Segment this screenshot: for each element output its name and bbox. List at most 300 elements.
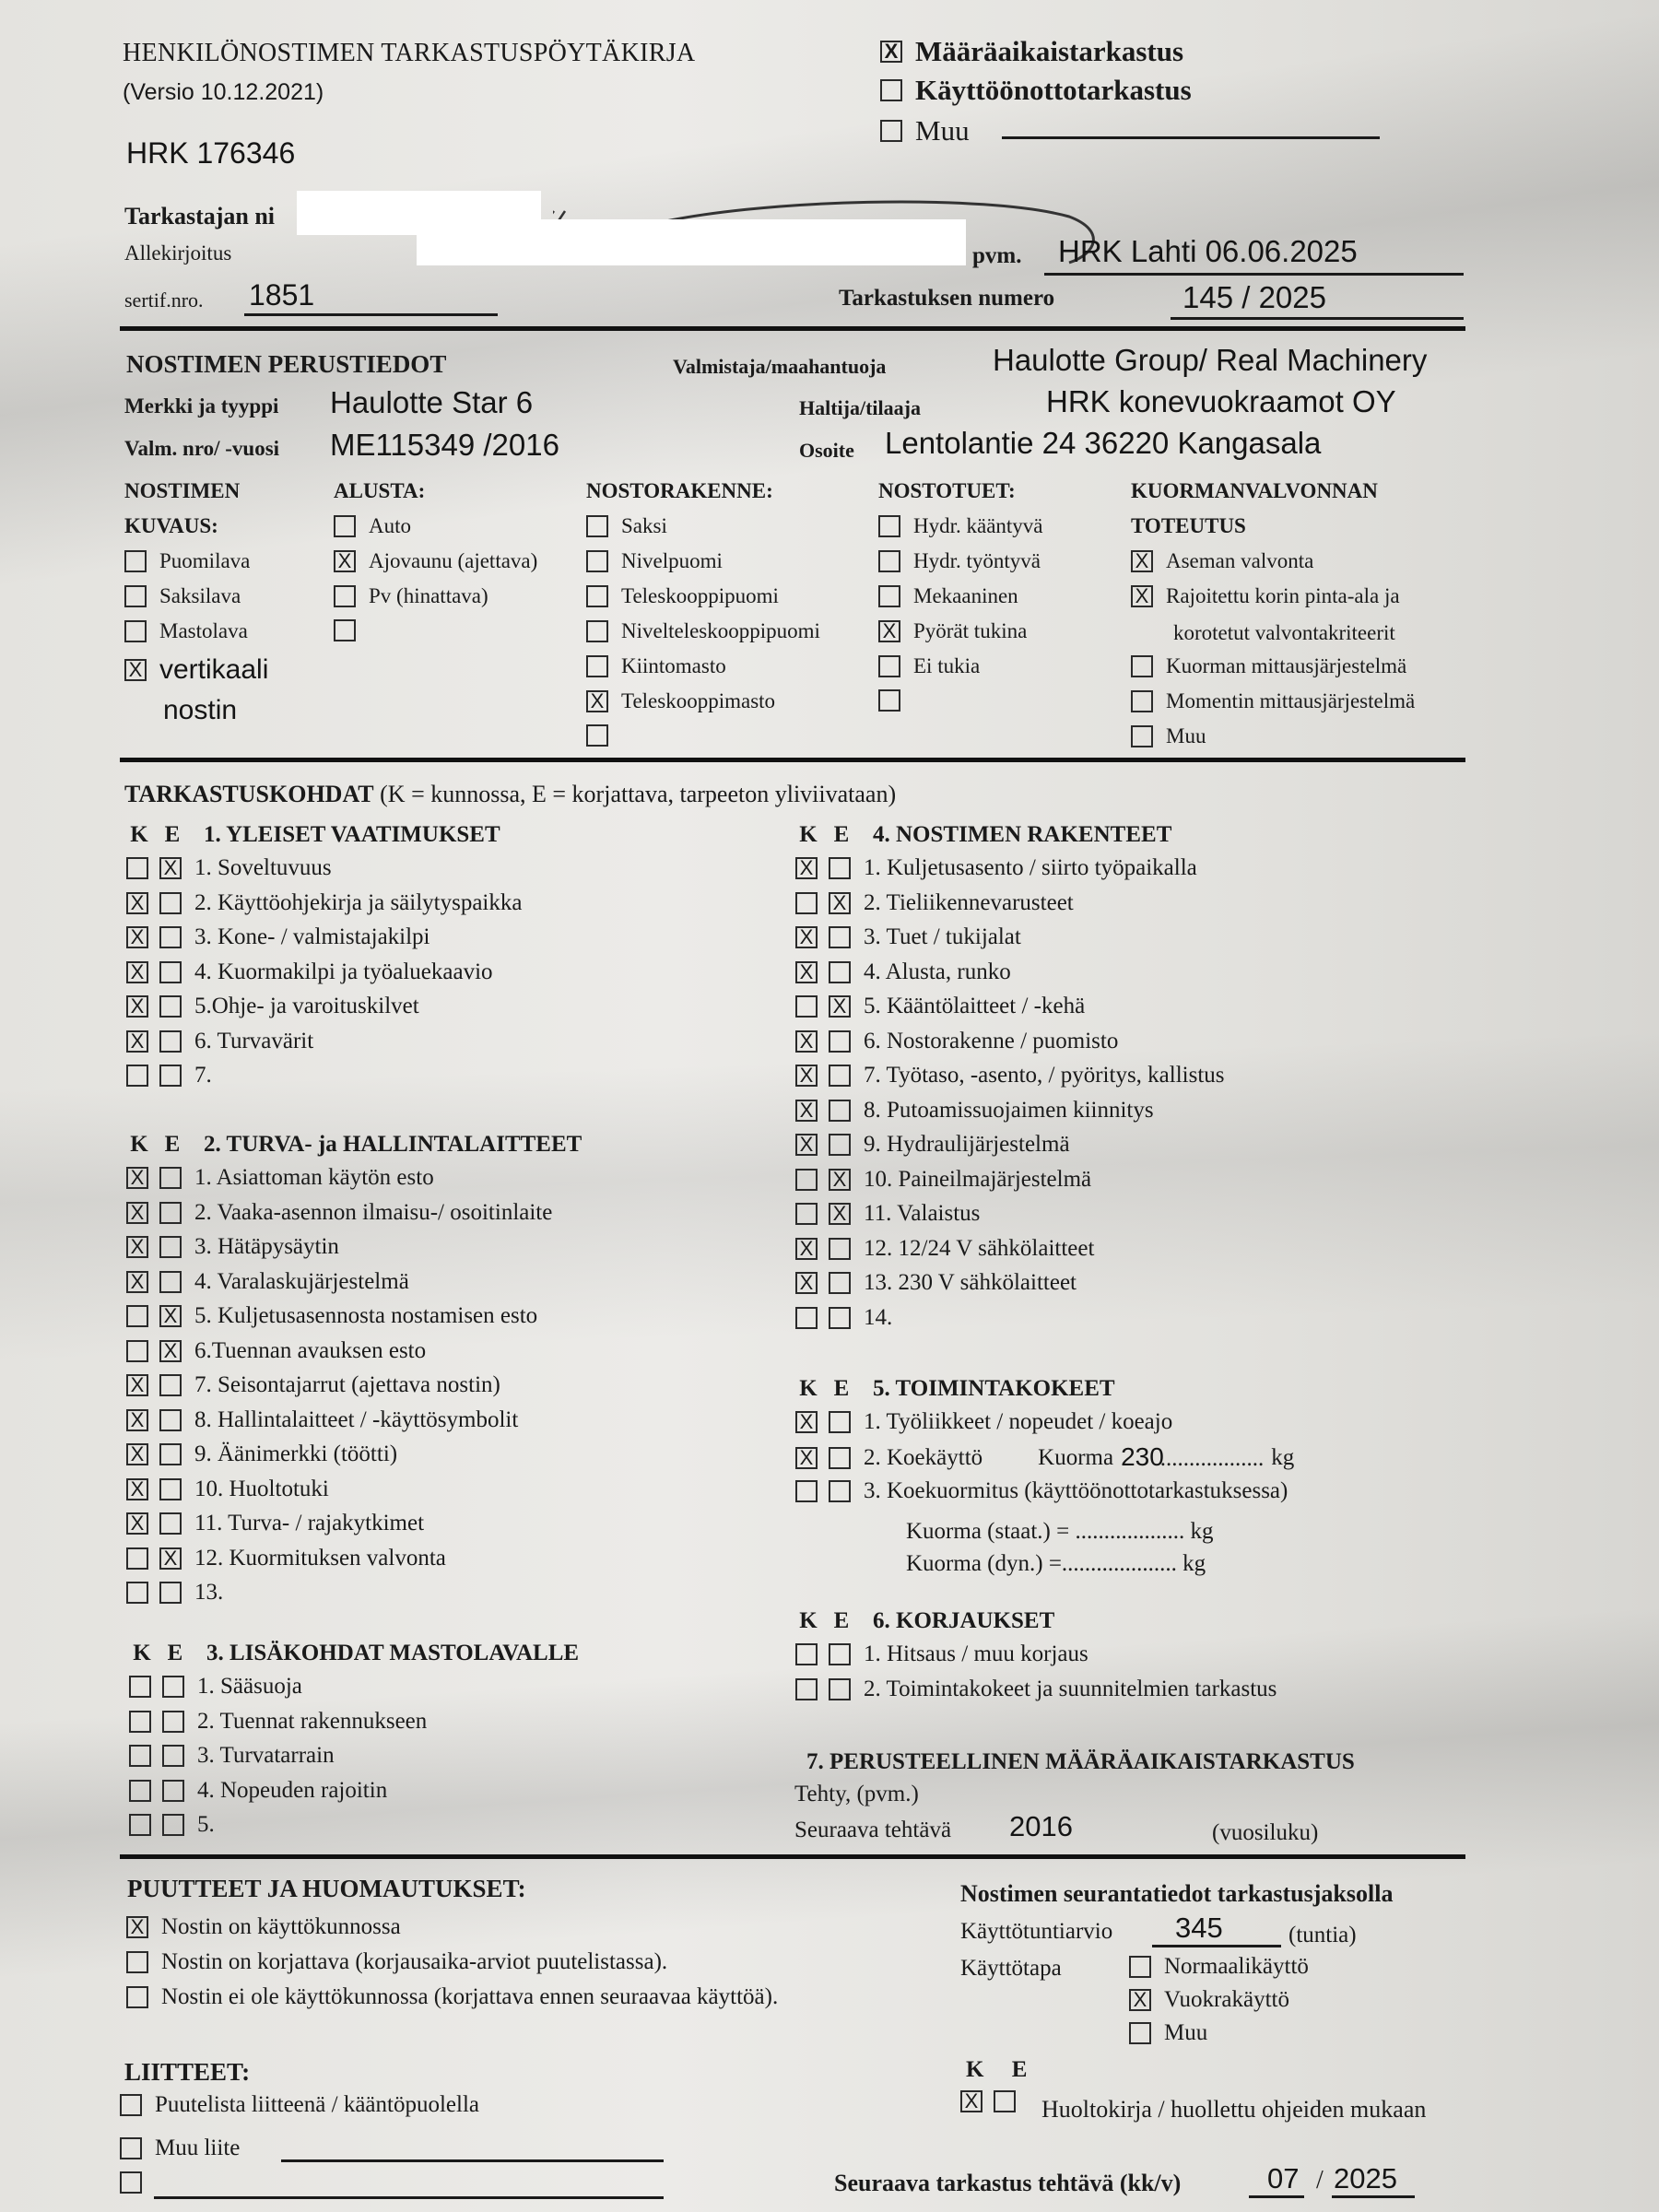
section-header	[792, 1376, 1115, 1403]
e-checkbox[interactable]	[829, 926, 851, 948]
k-checkbox[interactable]	[795, 1065, 818, 1087]
tracking-title: Nostimen seurantatiedot tarkastusjaksolla	[960, 1880, 1394, 1907]
k-checkbox[interactable]	[960, 2090, 982, 2112]
k-checkbox[interactable]	[795, 1480, 818, 1502]
k-checkbox[interactable]	[126, 1478, 148, 1500]
inspection-item	[795, 1677, 1277, 1703]
checkbox[interactable]	[334, 585, 356, 607]
inspection-item	[126, 1372, 500, 1399]
k-checkbox[interactable]	[126, 1271, 148, 1293]
inspection-item-label: 7.	[194, 1063, 212, 1088]
manufacturer-label: Valmistaja/maahantuoja	[673, 355, 887, 378]
e-checkbox[interactable]	[159, 995, 182, 1018]
remarks-title: PUUTTEET JA HUOMAUTUKSET:	[127, 1875, 526, 1902]
k-checkbox[interactable]	[126, 1443, 148, 1465]
inspection-type-periodic[interactable]	[880, 35, 1183, 68]
e-checkbox[interactable]	[829, 892, 851, 914]
k-checkbox[interactable]	[126, 1582, 148, 1604]
load-monitoring-option-label: Rajoitettu korin pinta-ala ja	[1166, 584, 1400, 607]
e-checkbox[interactable]	[159, 857, 182, 879]
address-value[interactable]: Lentolantie 24 36220 Kangasala	[885, 426, 1322, 460]
checkbox[interactable]	[878, 655, 900, 677]
inspection-item	[126, 1441, 397, 1468]
inspection-item	[795, 1478, 1288, 1505]
load-monitoring-option[interactable]	[1131, 584, 1400, 608]
e-checkbox[interactable]	[159, 1443, 182, 1465]
lift-type-option[interactable]	[124, 549, 250, 573]
inspection-item	[795, 1132, 1070, 1159]
supports-option[interactable]	[878, 619, 1027, 643]
checkbox[interactable]	[880, 120, 902, 142]
k-checkbox[interactable]	[126, 892, 148, 914]
e-checkbox[interactable]	[159, 1547, 182, 1570]
inspection-item	[795, 924, 1021, 951]
checkbox[interactable]	[126, 1986, 148, 2008]
attachment-option[interactable]	[120, 2092, 479, 2119]
inspection-item	[126, 1269, 409, 1296]
inspection-item-label: 3. Kone- / valmistajakilpi	[194, 924, 430, 949]
e-checkbox[interactable]	[159, 1582, 182, 1604]
inspection-item-label: 6. Turvavärit	[194, 1028, 314, 1053]
supports-option-label: Pyörät tukina	[913, 619, 1028, 642]
inspection-item	[126, 994, 419, 1020]
e-checkbox[interactable]	[162, 1711, 184, 1733]
next-inspection-month[interactable]: 07	[1267, 2162, 1300, 2194]
section-title: 4. NOSTIMEN RAKENTEET	[873, 822, 1172, 847]
chassis-option[interactable]	[334, 584, 488, 608]
inspection-item-label: 3. Hätäpysäytin	[194, 1234, 339, 1259]
inspection-item	[129, 1709, 427, 1735]
e-checkbox[interactable]	[829, 1411, 851, 1433]
inspection-item-label: 8. Hallintalaitteet / -käyttösymbolit	[194, 1406, 519, 1432]
k-column-label: K	[130, 1132, 148, 1157]
k-checkbox[interactable]	[126, 1202, 148, 1224]
e-checkbox[interactable]	[159, 892, 182, 914]
attachment-label: Puutelista liitteenä / kääntöpuolella	[155, 2092, 479, 2117]
checkbox[interactable]	[124, 585, 147, 607]
divider	[120, 326, 1465, 331]
owner-value[interactable]: HRK konevuokraamot OY	[1046, 384, 1396, 418]
chassis-option[interactable]	[334, 514, 411, 538]
k-checkbox[interactable]	[795, 1030, 818, 1053]
lifting-structure-option[interactable]	[586, 584, 779, 608]
inspection-number-value[interactable]: 145 / 2025	[1182, 280, 1326, 314]
checkbox[interactable]	[586, 550, 608, 572]
chassis-option-label: Pv (hinattava)	[369, 584, 488, 607]
lifting-structure-option[interactable]	[586, 549, 723, 573]
e-checkbox[interactable]	[829, 1678, 851, 1700]
lifting-structure-option[interactable]	[586, 619, 820, 643]
inspection-item	[795, 1409, 1172, 1436]
usage-label: Vuokrakäyttö	[1164, 1987, 1289, 2012]
inspection-type-label: Määräaikaistarkastus	[915, 35, 1184, 67]
k-checkbox[interactable]	[126, 926, 148, 948]
checkbox[interactable]	[586, 724, 608, 747]
make-value[interactable]: Haulotte Star 6	[330, 385, 534, 419]
checkbox[interactable]	[334, 515, 356, 537]
lift-type-title: NOSTIMEN	[124, 479, 241, 502]
checkbox[interactable]	[880, 79, 902, 101]
k-column-label: K	[130, 822, 148, 847]
k-checkbox[interactable]	[126, 1374, 148, 1396]
inspection-type-commissioning[interactable]	[880, 74, 1192, 107]
section-header	[792, 1608, 1054, 1635]
inspection-item-label: 12. 12/24 V sähkölaitteet	[864, 1235, 1095, 1261]
e-checkbox[interactable]	[159, 961, 182, 983]
k-column-label: K	[133, 1641, 151, 1665]
lift-type-option[interactable]	[124, 654, 268, 685]
k-checkbox[interactable]	[129, 1711, 151, 1733]
inspection-item-label: 2. Koekäyttö	[864, 1444, 983, 1470]
inspection-item	[795, 1098, 1154, 1124]
k-column-label: K	[799, 822, 818, 847]
lifting-structure-option-label: Nivelteleskooppipuomi	[621, 619, 820, 642]
thorough-next-value[interactable]: 2016	[1009, 1810, 1073, 1842]
k-checkbox[interactable]	[795, 1134, 818, 1156]
hours-value[interactable]: 345	[1175, 1912, 1223, 1944]
k-column-label: K	[966, 2057, 984, 2082]
next-inspection-year[interactable]: 2025	[1334, 2162, 1397, 2194]
checkbox[interactable]	[124, 550, 147, 572]
inspection-type-other[interactable]	[880, 114, 970, 147]
attachment-option[interactable]	[120, 2171, 155, 2194]
checkbox[interactable]	[126, 1951, 148, 1973]
load-value: 230	[1121, 1441, 1164, 1471]
e-checkbox[interactable]	[162, 1745, 184, 1767]
k-checkbox[interactable]	[795, 857, 818, 879]
inspection-item	[795, 1029, 1118, 1055]
load-monitoring-title: KUORMANVALVONNAN	[1131, 479, 1378, 502]
checkbox[interactable]	[120, 2137, 142, 2159]
inspection-item	[126, 890, 522, 917]
inspection-item-label: 4. Kuormakilpi ja työaluekaavio	[194, 959, 493, 984]
checkbox[interactable]	[1131, 725, 1153, 747]
e-checkbox[interactable]	[159, 1202, 182, 1224]
checkbox[interactable]	[586, 585, 608, 607]
inspection-type-label: Käyttöönottotarkastus	[915, 74, 1192, 106]
checkbox[interactable]	[1131, 655, 1153, 677]
supports-title: NOSTOTUET:	[878, 479, 1016, 502]
e-checkbox[interactable]	[159, 1271, 182, 1293]
checkbox[interactable]	[334, 619, 356, 641]
load-monitoring-option[interactable]	[1131, 689, 1415, 713]
chassis-option[interactable]	[334, 619, 369, 641]
hours-label: Käyttötuntiarvio	[960, 1919, 1113, 1944]
e-checkbox[interactable]	[829, 1238, 851, 1260]
inspection-item-label: 1. Asiattoman käytön esto	[194, 1165, 434, 1190]
section-title: 5. TOIMINTAKOKEET	[873, 1376, 1115, 1401]
k-checkbox[interactable]	[126, 1236, 148, 1258]
place-date-value[interactable]: HRK Lahti 06.06.2025	[1058, 234, 1358, 268]
k-checkbox[interactable]	[126, 1340, 148, 1362]
lifting-structure-option-label: Teleskooppimasto	[621, 689, 776, 712]
k-checkbox[interactable]	[129, 1814, 151, 1836]
load-monitoring-option[interactable]	[1131, 724, 1206, 748]
lift-type-option[interactable]	[124, 584, 241, 608]
k-checkbox[interactable]	[126, 1065, 148, 1087]
k-checkbox[interactable]	[795, 1307, 818, 1329]
inspection-item	[126, 1477, 329, 1503]
lift-type-handwritten: nostin	[163, 695, 238, 725]
inspection-item	[129, 1812, 215, 1839]
checkbox[interactable]	[1129, 2022, 1151, 2044]
inspection-item	[795, 994, 1085, 1020]
e-checkbox[interactable]	[829, 995, 851, 1018]
lifting-structure-option-label: Teleskooppipuomi	[621, 584, 779, 607]
k-checkbox[interactable]	[126, 1409, 148, 1431]
checkbox[interactable]	[586, 620, 608, 642]
checkbox[interactable]	[586, 655, 608, 677]
inspection-item	[795, 1063, 1225, 1089]
inspection-item	[795, 855, 1197, 882]
inspection-item	[129, 1778, 387, 1805]
section-header	[123, 1132, 582, 1159]
k-checkbox[interactable]	[126, 1167, 148, 1189]
inspection-item-label: 8. Putoamissuojaimen kiinnitys	[864, 1097, 1154, 1123]
lift-type-option[interactable]	[124, 619, 248, 643]
checkbox[interactable]	[586, 690, 608, 712]
service-book-label: Huoltokirja / huollettu ohjeiden mukaan	[1041, 2096, 1427, 2123]
e-checkbox[interactable]	[159, 1409, 182, 1431]
e-checkbox[interactable]	[829, 1272, 851, 1294]
serial-label: Valm. nro/ -vuosi	[124, 437, 280, 460]
e-checkbox[interactable]	[829, 1447, 851, 1469]
e-column-label: E	[1011, 2057, 1028, 2082]
load-field[interactable]	[1121, 1441, 1265, 1473]
load-monitoring-option[interactable]	[1131, 549, 1313, 573]
e-checkbox[interactable]	[829, 1643, 851, 1665]
checkbox[interactable]	[124, 620, 147, 642]
usage-option[interactable]	[1129, 1987, 1289, 2014]
lifting-structure-option[interactable]	[586, 689, 775, 713]
load-monitoring-option[interactable]	[1131, 654, 1406, 678]
e-checkbox[interactable]	[159, 926, 182, 948]
inspection-item-label: 2. Toimintakokeet ja suunnitelmien tarkastus	[864, 1676, 1277, 1701]
inspection-item-label: 2. Tuennat rakennukseen	[197, 1708, 428, 1734]
checkbox[interactable]	[586, 515, 608, 537]
inspection-item	[126, 1580, 223, 1606]
checkbox[interactable]	[1131, 690, 1153, 712]
k-checkbox[interactable]	[129, 1745, 151, 1767]
inspection-item-label: 1. Hitsaus / muu korjaus	[864, 1641, 1088, 1666]
e-checkbox[interactable]	[829, 857, 851, 879]
k-checkbox[interactable]	[126, 857, 148, 879]
inspection-points-header	[124, 781, 896, 808]
e-column-label: E	[167, 1641, 183, 1665]
k-checkbox[interactable]	[795, 961, 818, 983]
e-checkbox[interactable]	[829, 1203, 851, 1225]
e-checkbox[interactable]	[162, 1814, 184, 1836]
make-label: Merkki ja tyyppi	[124, 394, 279, 418]
supports-option-label: Hydr. työntyvä	[913, 549, 1041, 572]
e-checkbox[interactable]	[159, 1305, 182, 1327]
supports-option-label: Hydr. kääntyvä	[913, 514, 1043, 537]
year-hint: (vuosiluku)	[1212, 1820, 1319, 1845]
inspection-item-label: 6. Nostorakenne / puomisto	[864, 1028, 1119, 1053]
inspection-item-label: 3. Tuet / tukijalat	[864, 924, 1021, 949]
thorough-done-label: Tehty, (pvm.)	[794, 1782, 919, 1806]
attachment-option[interactable]	[120, 2136, 240, 2162]
k-checkbox[interactable]	[795, 926, 818, 948]
lifting-structure-option-label: Saksi	[621, 514, 667, 537]
e-checkbox[interactable]	[829, 1065, 851, 1087]
e-checkbox[interactable]	[829, 1100, 851, 1122]
checkbox[interactable]	[334, 550, 356, 572]
k-checkbox[interactable]	[795, 1643, 818, 1665]
inspection-item-label: 7. Seisontajarrut (ajettava nostin)	[194, 1372, 500, 1397]
inspection-item	[795, 959, 1011, 986]
supports-option[interactable]	[878, 654, 980, 678]
remark-option[interactable]	[126, 1949, 667, 1976]
k-checkbox[interactable]	[129, 1676, 151, 1698]
inspection-type-label: Muu	[915, 114, 970, 147]
k-checkbox[interactable]	[126, 961, 148, 983]
address-label: Osoite	[799, 439, 854, 462]
remark-option[interactable]	[126, 1984, 778, 2011]
supports-option[interactable]	[878, 584, 1018, 608]
checkbox[interactable]	[120, 2094, 142, 2116]
usage-option[interactable]	[1129, 2020, 1207, 2047]
checkbox[interactable]	[878, 620, 900, 642]
e-checkbox[interactable]	[829, 1169, 851, 1191]
k-checkbox[interactable]	[126, 995, 148, 1018]
inspection-item	[126, 1200, 552, 1227]
extra-attachment-line[interactable]	[154, 2196, 664, 2199]
k-checkbox[interactable]	[795, 892, 818, 914]
k-checkbox[interactable]	[126, 1305, 148, 1327]
lift-type-option-label: vertikaali	[159, 654, 269, 685]
inspection-item-label: 11. Valaistus	[864, 1201, 981, 1226]
usage-option[interactable]	[1129, 1954, 1309, 1981]
dynamic-load-line[interactable]: Kuorma (dyn.) =.................... kg	[906, 1551, 1206, 1576]
k-column-label: K	[799, 1608, 818, 1633]
supports-option[interactable]	[878, 549, 1041, 573]
inspection-item	[795, 1201, 980, 1228]
place-date-line	[1044, 273, 1464, 276]
e-checkbox[interactable]	[159, 1340, 182, 1362]
inspection-item-label: 9. Hydraulijärjestelmä	[864, 1132, 1070, 1157]
usage-label: Muu	[1164, 2020, 1208, 2045]
e-checkbox[interactable]	[829, 1134, 851, 1156]
inspection-item-label: 1. Kuljetusasento / siirto työpaikalla	[864, 855, 1197, 880]
k-checkbox[interactable]	[795, 995, 818, 1018]
inspection-item	[126, 924, 430, 951]
e-checkbox[interactable]	[159, 1236, 182, 1258]
k-checkbox[interactable]	[795, 1100, 818, 1122]
checkbox[interactable]	[1129, 1956, 1151, 1978]
inspection-item	[126, 1063, 212, 1089]
checkbox[interactable]	[878, 550, 900, 572]
signature-label: Allekirjoitus	[124, 241, 232, 265]
e-checkbox[interactable]	[829, 1030, 851, 1053]
lifting-structure-option[interactable]	[586, 724, 621, 747]
checkbox[interactable]	[878, 515, 900, 537]
other-type-line[interactable]	[1002, 136, 1380, 139]
checkbox[interactable]	[878, 585, 900, 607]
supports-option-label: Mekaaninen	[913, 584, 1018, 607]
load-monitoring-option-label: Aseman valvonta	[1166, 549, 1314, 572]
service-book-row	[960, 2090, 1426, 2124]
e-checkbox[interactable]	[159, 1030, 182, 1053]
inspection-item-label: 13.	[194, 1580, 224, 1605]
chassis-option-label: Ajovaunu (ajettava)	[369, 549, 538, 572]
inspection-item	[129, 1743, 335, 1770]
serial-value[interactable]: ME115349 /2016	[330, 428, 559, 462]
chassis-option[interactable]	[334, 549, 537, 573]
hours-line	[1152, 1945, 1281, 1947]
k-checkbox[interactable]	[795, 1238, 818, 1260]
e-checkbox[interactable]	[159, 1512, 182, 1535]
inspection-item-label: 9. Äänimerkki (töötti)	[194, 1441, 398, 1466]
k-checkbox[interactable]	[129, 1780, 151, 1802]
static-load-line[interactable]: Kuorma (staat.) = ................... kg	[906, 1519, 1214, 1544]
inspection-item-label: 13. 230 V sähkölaitteet	[864, 1270, 1077, 1295]
e-checkbox[interactable]	[994, 2090, 1016, 2112]
supports-option[interactable]	[878, 689, 913, 712]
e-checkbox[interactable]	[159, 1065, 182, 1087]
k-checkbox[interactable]	[795, 1272, 818, 1294]
e-column-label: E	[164, 1132, 181, 1157]
inspection-item	[129, 1674, 302, 1700]
other-attachment-line[interactable]	[281, 2159, 664, 2162]
k-checkbox[interactable]	[795, 1447, 818, 1469]
inspection-item	[795, 1441, 1295, 1473]
checkbox[interactable]	[120, 2171, 142, 2194]
chassis-title: ALUSTA:	[334, 479, 426, 502]
k-checkbox[interactable]	[126, 1512, 148, 1535]
checkbox[interactable]	[1131, 550, 1153, 572]
checkbox[interactable]	[124, 659, 147, 681]
lifting-structure-option[interactable]	[586, 514, 667, 538]
service-book-ke-header	[966, 2057, 1027, 2084]
inspection-item-label: 5.	[197, 1812, 215, 1837]
e-checkbox[interactable]	[159, 1478, 182, 1500]
redacted-signature	[417, 219, 966, 265]
attachment-label: Muu liite	[155, 2136, 241, 2160]
k-checkbox[interactable]	[795, 1203, 818, 1225]
k-checkbox[interactable]	[126, 1030, 148, 1053]
e-checkbox[interactable]	[159, 1167, 182, 1189]
checkbox[interactable]	[126, 1916, 148, 1938]
hours-unit: (tuntia)	[1288, 1923, 1357, 1947]
usage-label: Käyttötapa	[960, 1956, 1062, 1981]
e-checkbox[interactable]	[829, 1480, 851, 1502]
inspection-item-label: 4. Nopeuden rajoitin	[197, 1777, 388, 1803]
checkbox[interactable]	[878, 689, 900, 712]
section-header	[125, 1641, 579, 1667]
checkbox[interactable]	[1129, 1989, 1151, 2011]
checkbox[interactable]	[1131, 585, 1153, 607]
k-checkbox[interactable]	[795, 1678, 818, 1700]
checkbox[interactable]	[880, 41, 902, 63]
k-checkbox[interactable]	[795, 1411, 818, 1433]
inspection-item	[795, 1305, 892, 1332]
k-checkbox[interactable]	[795, 1169, 818, 1191]
remark-option[interactable]	[126, 1914, 401, 1941]
cert-value[interactable]: 1851	[249, 278, 315, 312]
inspection-item	[126, 959, 493, 986]
e-checkbox[interactable]	[159, 1374, 182, 1396]
supports-option[interactable]	[878, 514, 1043, 538]
e-checkbox[interactable]	[829, 961, 851, 983]
cert-label: sertif.nro.	[124, 288, 204, 312]
e-checkbox[interactable]	[162, 1780, 184, 1802]
e-checkbox[interactable]	[162, 1676, 184, 1698]
k-checkbox[interactable]	[126, 1547, 148, 1570]
lifting-structure-option[interactable]	[586, 654, 726, 678]
manufacturer-value[interactable]: Haulotte Group/ Real Machinery	[993, 343, 1428, 377]
e-checkbox[interactable]	[829, 1307, 851, 1329]
